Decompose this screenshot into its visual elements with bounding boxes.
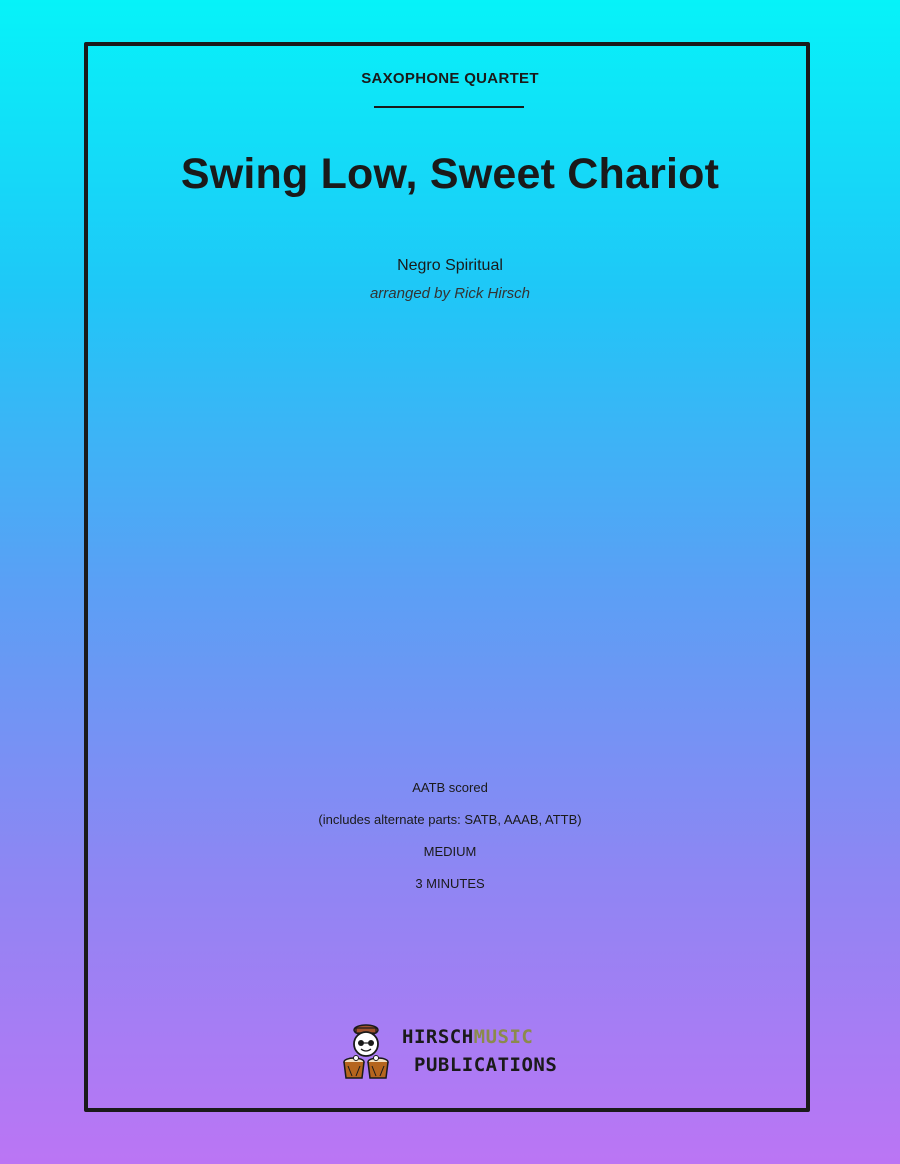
publisher-name-part1: HIRSCH: [402, 1026, 474, 1048]
duration-info: 3 MINUTES: [415, 876, 485, 891]
publisher-name-part2: MUSIC: [473, 1026, 534, 1048]
series-label: SAXOPHONE QUARTET: [361, 70, 539, 87]
scoring-info: AATB scored: [412, 780, 488, 795]
composer-credit: Negro Spiritual: [397, 257, 503, 274]
arranger-credit: arranged by Rick Hirsch: [369, 285, 531, 302]
publisher-name-line2: PUBLICATIONS: [414, 1054, 558, 1076]
alternate-parts-info: (includes alternate parts: SATB, AAAB, ATTB): [318, 812, 582, 827]
publisher-logo: [340, 1018, 570, 1082]
piece-title: Swing Low, Sweet Chariot: [180, 150, 720, 198]
difficulty-info: MEDIUM: [423, 844, 477, 859]
drummer-mascot-icon: [340, 1018, 404, 1082]
series-divider: [374, 106, 524, 108]
cover-frame: [84, 42, 810, 1112]
publisher-name-line1: [402, 1026, 533, 1048]
